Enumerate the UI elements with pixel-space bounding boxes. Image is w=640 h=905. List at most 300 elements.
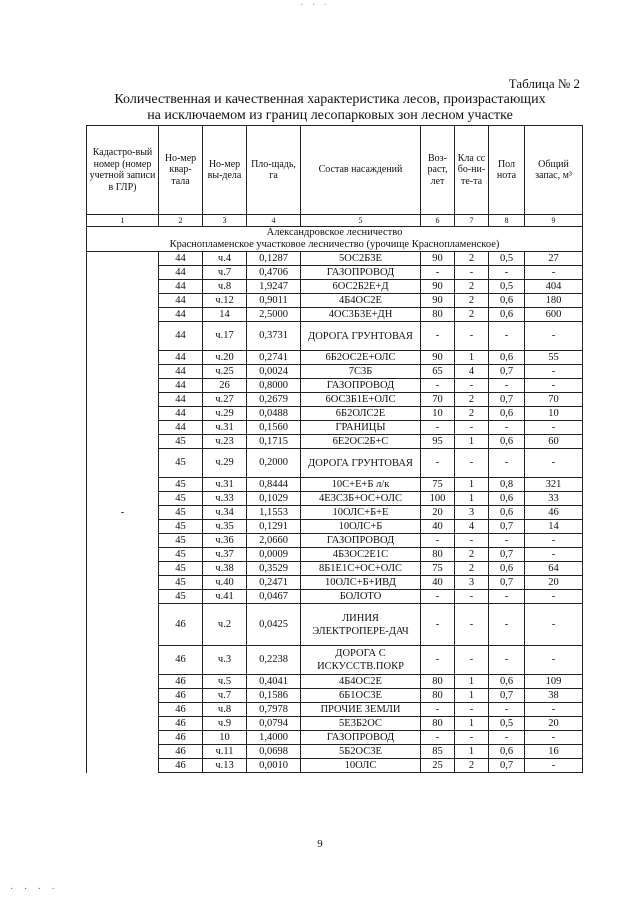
cell-quarter: 45	[159, 492, 203, 506]
column-number-row	[87, 215, 583, 227]
table-row	[87, 604, 583, 646]
cell-section: ч.2	[203, 604, 247, 646]
cell-composition: 4Б4ОС2Е	[301, 294, 421, 308]
cell-bonitet: 2	[455, 252, 489, 266]
cell-age: 10	[421, 407, 455, 421]
cell-cadastral	[87, 421, 159, 435]
forestry-name: Александровское лесничество	[266, 227, 403, 238]
cell-stock: -	[525, 604, 583, 646]
table-body	[87, 252, 583, 773]
col-header-stock: Общий запас, м³	[525, 126, 583, 215]
cell-composition: 6ОС3Б1Е+ОЛС	[301, 393, 421, 407]
cell-stock: 16	[525, 745, 583, 759]
cell-stock: 27	[525, 252, 583, 266]
cell-section: ч.8	[203, 280, 247, 294]
cell-density: 0,6	[489, 351, 525, 365]
cell-stock: 70	[525, 393, 583, 407]
cell-area: 0,1029	[247, 492, 301, 506]
cell-bonitet: -	[455, 266, 489, 280]
cell-age: 80	[421, 548, 455, 562]
table-row	[87, 252, 583, 266]
col-header-bonitet: Кла сс бо-ни-те-та	[455, 126, 489, 215]
cell-density: -	[489, 322, 525, 351]
table-row	[87, 322, 583, 351]
cell-composition: 5ОС2Б3Е	[301, 252, 421, 266]
table-row	[87, 675, 583, 689]
cell-bonitet: 3	[455, 506, 489, 520]
cell-area: 0,0024	[247, 365, 301, 379]
cell-cadastral	[87, 266, 159, 280]
cell-bonitet: 2	[455, 393, 489, 407]
cell-quarter: 46	[159, 717, 203, 731]
cell-section: ч.41	[203, 590, 247, 604]
cell-age: 20	[421, 506, 455, 520]
cell-section: ч.23	[203, 435, 247, 449]
cell-cadastral	[87, 351, 159, 365]
cell-quarter: 45	[159, 534, 203, 548]
cell-age: 85	[421, 745, 455, 759]
cell-bonitet: 4	[455, 365, 489, 379]
table-row	[87, 562, 583, 576]
table-row	[87, 449, 583, 478]
cell-cadastral	[87, 534, 159, 548]
cell-cadastral	[87, 393, 159, 407]
cell-density: 0,6	[489, 294, 525, 308]
cell-area: 0,0794	[247, 717, 301, 731]
col-header-density: Пол нота	[489, 126, 525, 215]
cell-stock: 14	[525, 520, 583, 534]
cell-area: 1,9247	[247, 280, 301, 294]
cell-cadastral	[87, 604, 159, 646]
cell-area: 0,0488	[247, 407, 301, 421]
cell-stock: -	[525, 731, 583, 745]
cell-composition: ДОРОГА ГРУНТОВАЯ	[301, 449, 421, 478]
cell-cadastral	[87, 407, 159, 421]
cell-bonitet: -	[455, 449, 489, 478]
cell-bonitet: -	[455, 379, 489, 393]
table-title	[70, 92, 590, 124]
cell-section: ч.31	[203, 421, 247, 435]
cell-area: 0,0010	[247, 759, 301, 773]
cell-bonitet: 1	[455, 717, 489, 731]
cell-section: ч.36	[203, 534, 247, 548]
cell-area: 0,7978	[247, 703, 301, 717]
cell-stock: -	[525, 703, 583, 717]
table-row	[87, 280, 583, 294]
cell-age: 40	[421, 520, 455, 534]
cell-bonitet: -	[455, 646, 489, 675]
cell-density: 0,6	[489, 407, 525, 421]
cell-age: -	[421, 703, 455, 717]
cell-density: 0,6	[489, 492, 525, 506]
cell-quarter: 44	[159, 266, 203, 280]
cell-stock: 46	[525, 506, 583, 520]
cell-age: -	[421, 731, 455, 745]
column-number: 3	[203, 215, 247, 227]
cell-age: 75	[421, 562, 455, 576]
cell-age: -	[421, 322, 455, 351]
cell-area: 0,1560	[247, 421, 301, 435]
cell-area: 1,4000	[247, 731, 301, 745]
cell-age: 40	[421, 576, 455, 590]
col-header-cadastral: Кадастро-вый номер (номер учетной записи в ГЛР)	[87, 126, 159, 215]
cell-age: 100	[421, 492, 455, 506]
cell-area: 0,3731	[247, 322, 301, 351]
cell-cadastral	[87, 731, 159, 745]
cell-age: -	[421, 449, 455, 478]
cell-section: ч.33	[203, 492, 247, 506]
cell-stock: 404	[525, 280, 583, 294]
column-number: 1	[87, 215, 159, 227]
cell-density: 0,6	[489, 562, 525, 576]
cell-section: 26	[203, 379, 247, 393]
cell-bonitet: 2	[455, 548, 489, 562]
cell-composition: 6ОС2Б2Е+Д	[301, 280, 421, 294]
cell-quarter: 44	[159, 421, 203, 435]
cell-age: 25	[421, 759, 455, 773]
cell-quarter: 46	[159, 703, 203, 717]
cell-cadastral	[87, 252, 159, 266]
cell-stock: 600	[525, 308, 583, 322]
cell-quarter: 46	[159, 675, 203, 689]
cell-age: 80	[421, 308, 455, 322]
cell-age: -	[421, 266, 455, 280]
cell-area: 0,0467	[247, 590, 301, 604]
footer-dots: · · · ·	[10, 884, 59, 895]
cell-cadastral	[87, 435, 159, 449]
cell-density: 0,5	[489, 717, 525, 731]
cell-composition: 6Е2ОС2Б+С	[301, 435, 421, 449]
cell-area: 0,0009	[247, 548, 301, 562]
table-row	[87, 689, 583, 703]
table-row	[87, 266, 583, 280]
cell-composition: 4ОС3Б3Е+ДН	[301, 308, 421, 322]
cell-cadastral	[87, 548, 159, 562]
cell-bonitet: 2	[455, 294, 489, 308]
cell-quarter: 44	[159, 393, 203, 407]
table-row	[87, 506, 583, 520]
cell-bonitet: -	[455, 534, 489, 548]
cell-density: -	[489, 590, 525, 604]
cell-section: ч.13	[203, 759, 247, 773]
cell-age: 80	[421, 717, 455, 731]
cell-area: 0,1586	[247, 689, 301, 703]
cell-stock: -	[525, 534, 583, 548]
cell-section: ч.12	[203, 294, 247, 308]
cell-area: 0,3529	[247, 562, 301, 576]
cell-stock: 20	[525, 717, 583, 731]
cell-cadastral	[87, 646, 159, 675]
cell-composition: ГРАНИЦЫ	[301, 421, 421, 435]
cell-section: ч.9	[203, 717, 247, 731]
cell-bonitet: -	[455, 604, 489, 646]
cell-area: 0,2471	[247, 576, 301, 590]
cell-age: 95	[421, 435, 455, 449]
cell-age: 90	[421, 280, 455, 294]
cell-area: 0,2679	[247, 393, 301, 407]
cell-cadastral	[87, 294, 159, 308]
column-number: 5	[301, 215, 421, 227]
cell-stock: 180	[525, 294, 583, 308]
column-number: 4	[247, 215, 301, 227]
cell-composition: 7С3Б	[301, 365, 421, 379]
cell-cadastral	[87, 492, 159, 506]
cell-quarter: 45	[159, 478, 203, 492]
title-line-2: на исключаемом из границ лесопарковых зон лесном участке	[147, 108, 513, 123]
cell-cadastral	[87, 449, 159, 478]
table-row	[87, 294, 583, 308]
cell-age: 80	[421, 689, 455, 703]
cell-stock: 38	[525, 689, 583, 703]
cell-composition: 8Б1Е1С+ОС+ОЛС	[301, 562, 421, 576]
cell-quarter: 45	[159, 548, 203, 562]
cell-section: ч.31	[203, 478, 247, 492]
header-row	[87, 126, 583, 215]
table-row	[87, 407, 583, 421]
cell-composition: 6Б2ОЛС2Е	[301, 407, 421, 421]
cell-density: 0,6	[489, 675, 525, 689]
table-row	[87, 308, 583, 322]
cell-density: -	[489, 731, 525, 745]
forest-table	[86, 125, 583, 773]
cell-stock: -	[525, 449, 583, 478]
cell-area: 2,5000	[247, 308, 301, 322]
cell-cadastral	[87, 365, 159, 379]
page-number: 9	[317, 838, 323, 850]
cell-bonitet: 2	[455, 407, 489, 421]
cell-age: -	[421, 379, 455, 393]
cell-quarter: 44	[159, 322, 203, 351]
cell-bonitet: -	[455, 703, 489, 717]
cell-quarter: 45	[159, 576, 203, 590]
cell-area: 0,0698	[247, 745, 301, 759]
cell-density: -	[489, 421, 525, 435]
cell-quarter: 45	[159, 590, 203, 604]
table-row	[87, 520, 583, 534]
cell-section: ч.25	[203, 365, 247, 379]
table-row	[87, 717, 583, 731]
cell-stock: -	[525, 590, 583, 604]
cell-section: ч.3	[203, 646, 247, 675]
cell-area: 0,0425	[247, 604, 301, 646]
table-row	[87, 590, 583, 604]
cell-composition: БОЛОТО	[301, 590, 421, 604]
column-number: 7	[455, 215, 489, 227]
col-header-quarter: Но-мер квар-тала	[159, 126, 203, 215]
cell-density: -	[489, 604, 525, 646]
cell-area: 0,9011	[247, 294, 301, 308]
cell-cadastral	[87, 562, 159, 576]
cell-quarter: 44	[159, 365, 203, 379]
cell-age: -	[421, 421, 455, 435]
cell-density: 0,5	[489, 252, 525, 266]
cell-age: 90	[421, 351, 455, 365]
table-row	[87, 365, 583, 379]
col-header-section: Но-мер вы-дела	[203, 126, 247, 215]
cell-bonitet: 1	[455, 435, 489, 449]
cell-cadastral	[87, 322, 159, 351]
cell-bonitet: -	[455, 731, 489, 745]
cell-section: ч.11	[203, 745, 247, 759]
cell-quarter: 44	[159, 351, 203, 365]
cell-density: 0,7	[489, 576, 525, 590]
cell-quarter: 44	[159, 252, 203, 266]
cell-age: -	[421, 534, 455, 548]
cell-stock: 109	[525, 675, 583, 689]
cell-quarter: 44	[159, 280, 203, 294]
table-row	[87, 576, 583, 590]
cell-cadastral	[87, 576, 159, 590]
cell-stock: 64	[525, 562, 583, 576]
cell-stock: -	[525, 266, 583, 280]
title-line-1: Количественная и качественная характеристика лесов, произрастающих	[114, 92, 546, 107]
cell-bonitet: 1	[455, 351, 489, 365]
cell-density: 0,7	[489, 520, 525, 534]
cell-density: 0,7	[489, 689, 525, 703]
cell-age: -	[421, 646, 455, 675]
cell-area: 0,1291	[247, 520, 301, 534]
cell-bonitet: 2	[455, 308, 489, 322]
cell-bonitet: 3	[455, 576, 489, 590]
cell-bonitet: 1	[455, 675, 489, 689]
cell-cadastral	[87, 717, 159, 731]
cell-area: 0,1715	[247, 435, 301, 449]
table-row	[87, 548, 583, 562]
table-row	[87, 646, 583, 675]
cell-section: ч.40	[203, 576, 247, 590]
cell-composition: 10ОЛС	[301, 759, 421, 773]
cell-density: 0,6	[489, 435, 525, 449]
cell-age: 65	[421, 365, 455, 379]
cell-density: -	[489, 266, 525, 280]
cell-composition: 5Б2ОС3Е	[301, 745, 421, 759]
cell-section: ч.4	[203, 252, 247, 266]
cell-bonitet: 1	[455, 478, 489, 492]
cell-cadastral	[87, 675, 159, 689]
cell-quarter: 45	[159, 562, 203, 576]
cell-cadastral	[87, 590, 159, 604]
table-row	[87, 703, 583, 717]
cell-area: 0,1287	[247, 252, 301, 266]
cell-bonitet: 2	[455, 759, 489, 773]
cell-density: 0,7	[489, 759, 525, 773]
cell-density: -	[489, 646, 525, 675]
col-header-age: Воз-раст, лет	[421, 126, 455, 215]
cell-composition: ГАЗОПРОВОД	[301, 731, 421, 745]
cell-section: ч.5	[203, 675, 247, 689]
cell-density: 0,6	[489, 745, 525, 759]
cell-quarter: 46	[159, 689, 203, 703]
cell-stock: 20	[525, 576, 583, 590]
cell-cadastral	[87, 745, 159, 759]
table-row	[87, 745, 583, 759]
cell-bonitet: 2	[455, 280, 489, 294]
column-number: 9	[525, 215, 583, 227]
cell-density: 0,5	[489, 280, 525, 294]
cell-area: 0,8000	[247, 379, 301, 393]
table-row	[87, 478, 583, 492]
cell-stock: -	[525, 759, 583, 773]
cell-area: 1,1553	[247, 506, 301, 520]
cell-section: ч.29	[203, 407, 247, 421]
cell-area: 0,2238	[247, 646, 301, 675]
cell-bonitet: -	[455, 322, 489, 351]
cell-composition: 5Е3Б2ОС	[301, 717, 421, 731]
cell-quarter: 46	[159, 759, 203, 773]
cell-section: ч.38	[203, 562, 247, 576]
section-header	[87, 227, 583, 252]
cell-density: 0,7	[489, 393, 525, 407]
cell-bonitet: 1	[455, 689, 489, 703]
table-row	[87, 492, 583, 506]
cell-bonitet: 1	[455, 492, 489, 506]
cell-density: -	[489, 379, 525, 393]
cell-density: 0,7	[489, 548, 525, 562]
cell-age: 80	[421, 675, 455, 689]
cell-stock: -	[525, 421, 583, 435]
cell-quarter: 45	[159, 520, 203, 534]
cell-section: ч.27	[203, 393, 247, 407]
cell-bonitet: 2	[455, 562, 489, 576]
cell-stock: -	[525, 365, 583, 379]
cell-density: 0,6	[489, 308, 525, 322]
cell-section: ч.7	[203, 689, 247, 703]
column-number: 8	[489, 215, 525, 227]
table-row	[87, 421, 583, 435]
cell-section: ч.17	[203, 322, 247, 351]
cell-quarter: 44	[159, 308, 203, 322]
cell-age: 70	[421, 393, 455, 407]
cell-composition: ДОРОГА ГРУНТОВАЯ	[301, 322, 421, 351]
district-name: Краснопламенское участковое лесничество (урочище Краснопламенское)	[169, 239, 500, 250]
cell-density: 0,6	[489, 506, 525, 520]
cell-bonitet: 4	[455, 520, 489, 534]
cell-quarter: 44	[159, 407, 203, 421]
cell-area: 0,4706	[247, 266, 301, 280]
cell-stock: 33	[525, 492, 583, 506]
cell-composition: ГАЗОПРОВОД	[301, 379, 421, 393]
cell-bonitet: -	[455, 590, 489, 604]
cell-density: 0,7	[489, 365, 525, 379]
cell-composition: ГАЗОПРОВОД	[301, 534, 421, 548]
cell-quarter: 45	[159, 506, 203, 520]
cell-cadastral	[87, 703, 159, 717]
cell-composition: 4Б3ОС2Е1С	[301, 548, 421, 562]
cell-composition: 6Б2ОС2Е+ОЛС	[301, 351, 421, 365]
cell-area: 0,2000	[247, 449, 301, 478]
table-row	[87, 393, 583, 407]
table-row	[87, 435, 583, 449]
cell-composition: 10ОЛС+Б+Е	[301, 506, 421, 520]
cell-composition: 10ОЛС+Б+ИВД	[301, 576, 421, 590]
cell-section: 14	[203, 308, 247, 322]
cell-composition: 4Е3С3Б+ОС+ОЛС	[301, 492, 421, 506]
cell-quarter: 44	[159, 294, 203, 308]
cell-quarter: 44	[159, 379, 203, 393]
cell-quarter: 46	[159, 604, 203, 646]
cell-section: ч.35	[203, 520, 247, 534]
table-row	[87, 759, 583, 773]
cell-composition: ГАЗОПРОВОД	[301, 266, 421, 280]
cell-quarter: 46	[159, 731, 203, 745]
cell-section: 10	[203, 731, 247, 745]
cell-area: 0,2741	[247, 351, 301, 365]
cell-quarter: 45	[159, 449, 203, 478]
column-number: 2	[159, 215, 203, 227]
cell-stock: -	[525, 548, 583, 562]
cell-age: 90	[421, 252, 455, 266]
cell-stock: -	[525, 646, 583, 675]
